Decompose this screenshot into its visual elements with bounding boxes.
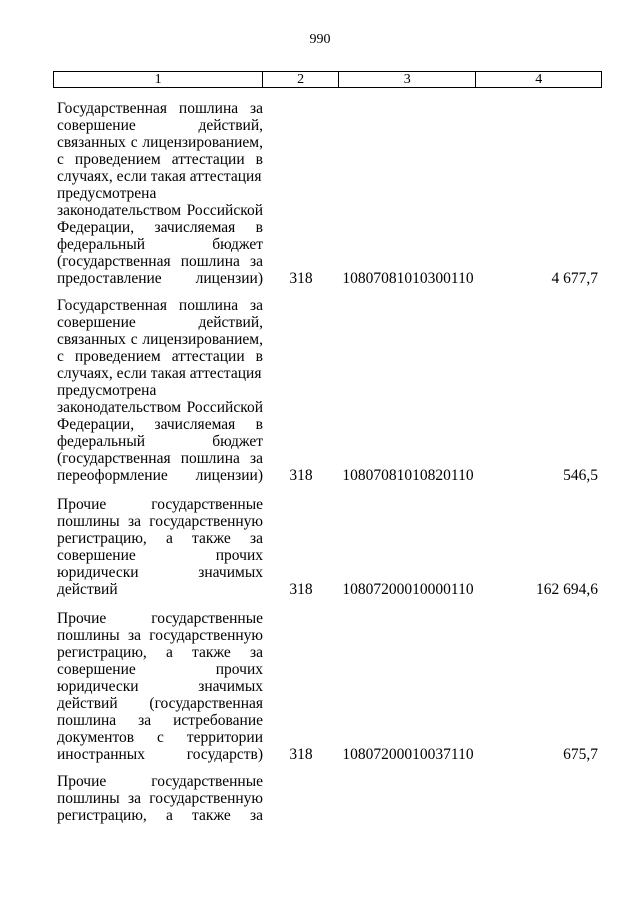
row-budget-code: 10807081010300110 — [342, 270, 474, 287]
description-line: Федерации, зачисляемая в — [57, 219, 263, 236]
description-line: юридически значимых — [57, 678, 263, 695]
row-description — [53, 496, 263, 598]
description-line: пошлины за государственную — [57, 513, 263, 530]
row-description — [53, 773, 263, 824]
description-line: федеральный бюджет — [57, 433, 263, 450]
row-admin-code: 318 — [289, 467, 313, 484]
description-line: иностранных государств) — [57, 746, 263, 763]
table-row — [53, 610, 602, 763]
row-budget-code: 10807200010037110 — [342, 746, 474, 763]
row-admin-code: 318 — [289, 270, 313, 287]
description-line: совершение действий, — [57, 314, 263, 331]
table-row — [53, 100, 602, 287]
description-line: действий — [57, 581, 118, 598]
row-amount: 4 677,7 — [551, 270, 598, 287]
header-col-2: 2 — [263, 72, 339, 87]
description-line: юридически значимых — [57, 564, 263, 581]
description-line: Прочие государственные — [57, 773, 263, 790]
description-line: с проведением аттестации в — [57, 151, 263, 168]
description-line: Государственная пошлина за — [57, 297, 263, 314]
description-line: совершение прочих — [57, 661, 263, 678]
description-line: Прочие государственные — [57, 610, 263, 627]
description-line: предусмотрена — [57, 382, 157, 399]
description-line: переоформление лицензии) — [57, 467, 263, 484]
row-admin-code: 318 — [289, 581, 313, 598]
header-col-3: 3 — [339, 72, 477, 87]
description-line: случаях, если такая аттестация — [57, 168, 262, 185]
row-budget-code: 10807200010000110 — [342, 581, 474, 598]
row-admin-code: 318 — [289, 746, 313, 763]
row-description — [53, 297, 263, 484]
description-line: Государственная пошлина за — [57, 100, 263, 117]
description-line: Прочие государственные — [57, 496, 263, 513]
description-line: пошлина за истребование — [57, 712, 263, 729]
description-line: совершение действий, — [57, 117, 263, 134]
description-line: предоставление лицензии) — [57, 270, 263, 287]
description-line: регистрацию, а также за — [57, 644, 263, 661]
row-description — [53, 100, 263, 287]
table-header — [53, 71, 602, 88]
row-amount: 546,5 — [563, 467, 598, 484]
description-line: законодательством Российской — [57, 399, 263, 416]
description-line: с проведением аттестации в — [57, 348, 263, 365]
description-line: пошлины за государственную — [57, 790, 263, 807]
table-row — [53, 496, 602, 598]
description-line: (государственная пошлина за — [57, 450, 263, 467]
header-col-4: 4 — [535, 72, 543, 87]
description-line: связанных с лицензированием, — [57, 134, 263, 151]
table-row — [53, 297, 602, 484]
page-number: 990 — [309, 32, 331, 47]
description-line: документов с территории — [57, 729, 263, 746]
description-line: Федерации, зачисляемая в — [57, 416, 263, 433]
description-line: действий (государственная — [57, 695, 263, 712]
row-description — [53, 610, 263, 763]
description-line: связанных с лицензированием, — [57, 331, 263, 348]
header-col-1: 1 — [54, 72, 263, 87]
description-line: регистрацию, а также за — [57, 530, 263, 547]
description-line: предусмотрена — [57, 185, 157, 202]
row-budget-code: 10807081010820110 — [342, 467, 474, 484]
description-line: совершение прочих — [57, 547, 263, 564]
description-line: (государственная пошлина за — [57, 253, 263, 270]
description-line: пошлины за государственную — [57, 627, 263, 644]
table-row — [53, 773, 602, 824]
row-amount: 162 694,6 — [536, 581, 598, 598]
row-amount: 675,7 — [563, 746, 598, 763]
description-line: регистрацию, а также за — [57, 807, 263, 824]
description-line: случаях, если такая аттестация — [57, 365, 262, 382]
description-line: законодательством Российской — [57, 202, 263, 219]
description-line: федеральный бюджет — [57, 236, 263, 253]
